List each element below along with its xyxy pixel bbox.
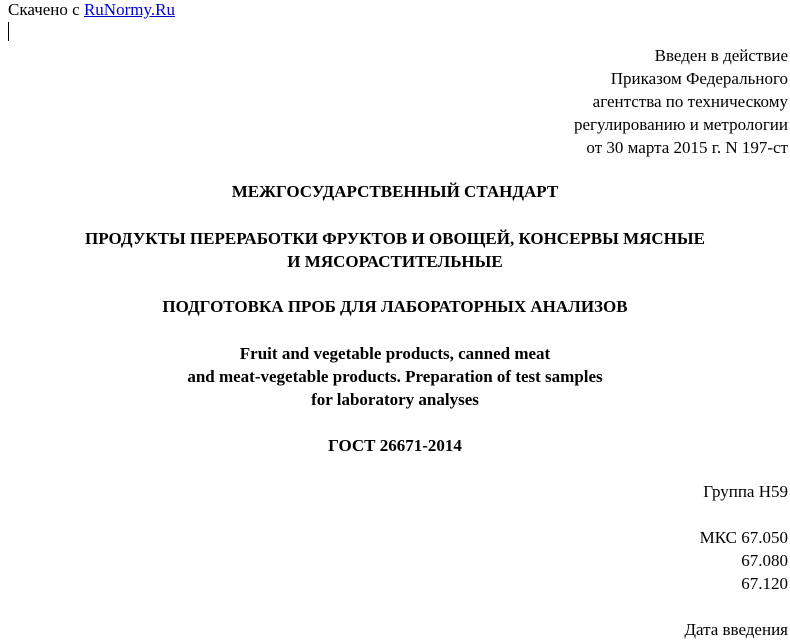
mks-line: 67.080 (741, 551, 788, 570)
standard-type-text: МЕЖГОСУДАРСТВЕННЫЙ СТАНДАРТ (231, 182, 559, 201)
product-title-line: ПРОДУКТЫ ПЕРЕРАБОТКИ ФРУКТОВ И ОВОЩЕЙ, КОНСЕРВЫ МЯСНЫЕ (85, 229, 705, 248)
introduced-line: от 30 марта 2015 г. N 197-ст (586, 138, 788, 157)
english-title-line: Fruit and vegetable products, canned meat (239, 344, 551, 363)
english-title-line: and meat-vegetable products. Preparation of test samples (187, 367, 603, 386)
runormy-link[interactable]: RuNormy.Ru (83, 0, 175, 19)
gost-code-text: ГОСТ 26671-2014 (328, 436, 462, 455)
mks-line: 67.120 (741, 574, 788, 593)
mks-codes (488, 526, 788, 595)
mks-line: МКС 67.050 (699, 528, 788, 547)
introduction-date (488, 618, 788, 640)
subject-title (0, 295, 790, 318)
subject-title-text: ПОДГОТОВКА ПРОБ ДЛЯ ЛАБОРАТОРНЫХ АНАЛИЗОВ (162, 297, 628, 316)
download-source-line (8, 0, 175, 20)
gost-code (0, 434, 790, 457)
introduced-line: агентства по техническому (592, 92, 788, 111)
introduced-line: регулированию и метрологии (573, 115, 788, 134)
group-text: Группа Н59 (703, 482, 788, 501)
group-label (488, 480, 788, 503)
introduction-date-label: Дата введения (684, 620, 788, 639)
standard-type-heading (0, 180, 790, 203)
text-cursor (8, 22, 9, 41)
introduced-line: Введен в действие (654, 46, 788, 65)
introduced-line: Приказом Федерального (610, 69, 788, 88)
product-title (0, 227, 790, 273)
product-title-line: И МЯСОРАСТИТЕЛЬНЫЕ (287, 252, 503, 271)
english-title-line: for laboratory analyses (311, 390, 479, 409)
english-title (0, 342, 790, 411)
introduced-by-block (388, 44, 788, 159)
download-source-prefix: Скачено с (8, 0, 84, 19)
